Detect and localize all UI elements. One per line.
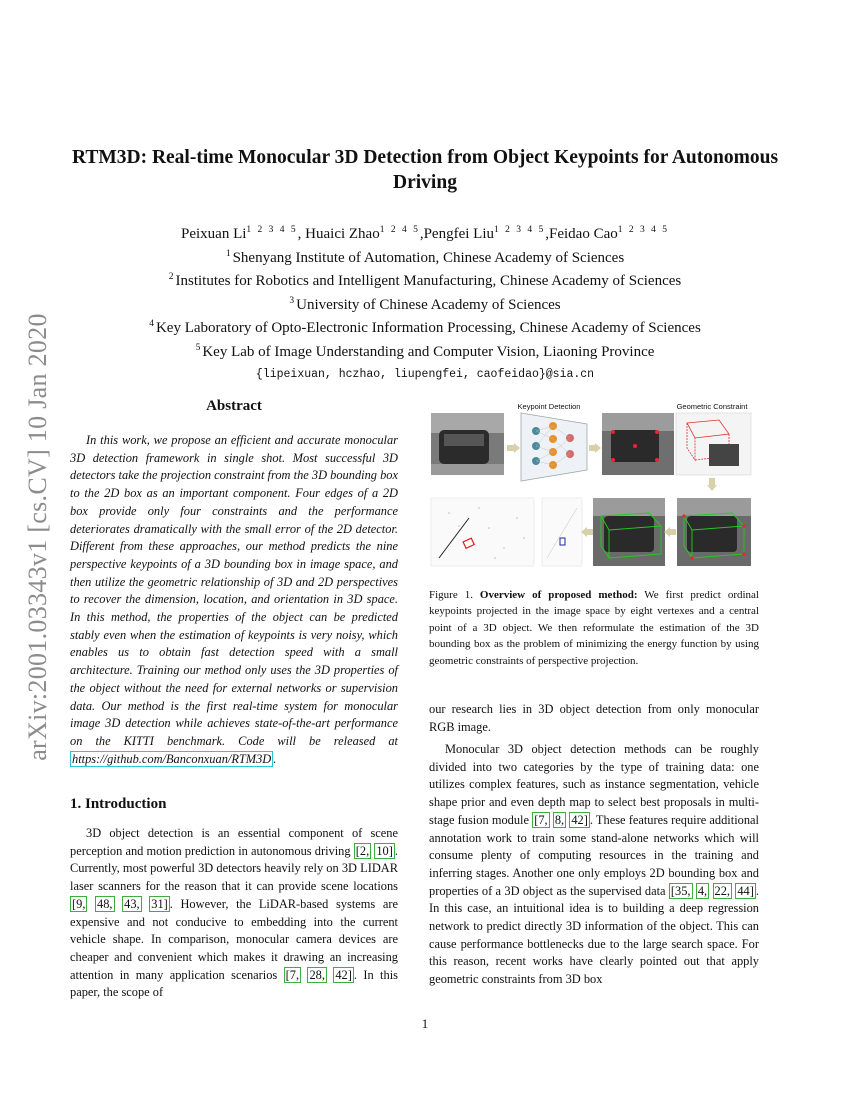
intro-paragraph xyxy=(70,825,398,1002)
figure-label-geometric-constraint: Geometric Constraint xyxy=(676,402,748,411)
arrow-down-icon xyxy=(707,485,717,491)
affiliation-sup: 3 xyxy=(289,295,297,306)
affiliation-text: Key Lab of Image Understanding and Computer Vision, Liaoning Province xyxy=(202,343,655,360)
author-name: ,Feidao Cao xyxy=(545,226,618,242)
citation-link[interactable]: 8, xyxy=(554,812,565,827)
affiliation-text: Institutes for Robotics and Intelligent Manufacturing, Chinese Academy of Sciences xyxy=(175,273,682,289)
citation-link[interactable]: 42] xyxy=(571,812,588,827)
input-car-photo xyxy=(431,413,504,475)
citation-link[interactable]: 48, xyxy=(97,896,113,911)
affiliation xyxy=(70,245,780,269)
affiliation-text: Key Laboratory of Opto-Electronic Information Processing, Chinese Academy of Sciences xyxy=(155,320,701,336)
point-cloud-view xyxy=(431,498,534,566)
affiliation-text: University of Chinese Academy of Sciences xyxy=(296,296,561,313)
network-diagram xyxy=(521,413,587,481)
birds-eye-view xyxy=(542,498,582,566)
citation-link[interactable]: 4, xyxy=(697,883,708,898)
citation-link[interactable]: 31] xyxy=(151,896,168,911)
intro-text: . In this paper, the scope of xyxy=(70,967,398,1000)
author-line xyxy=(70,221,780,245)
geometric-constraint-panel xyxy=(676,413,751,475)
intro-text: 3D object detection is an essential component of scene perception and motion prediction in autonomous driving xyxy=(70,826,398,858)
abstract-heading: Abstract xyxy=(206,398,262,414)
author-block xyxy=(70,221,780,385)
author-name: , Huaici Zhao xyxy=(297,226,380,242)
author-sup: 1 2 3 4 5 xyxy=(246,225,298,235)
caption-prefix: Figure 1. xyxy=(429,589,480,601)
affiliation xyxy=(70,268,780,292)
affiliation-sup: 1 xyxy=(225,248,233,259)
body-text: Monocular 3D object detection methods can be roughly divided into two categories by the type of training data: one utilizes complex features, such as instance segmentation, vehicle shape prior and even depth map to select best proposals in multi-stage fusion module xyxy=(429,742,759,827)
author-name: ,Pengfei Liu xyxy=(419,226,494,242)
right-column-continuation: our research lies in 3D object detection from only monocular RGB image. xyxy=(429,702,759,734)
citation-link[interactable]: [2, xyxy=(355,843,370,858)
keypoint-result-photo xyxy=(602,413,674,475)
arrow-icon xyxy=(514,443,520,453)
affiliation-sup: 5 xyxy=(195,342,203,353)
page-number: 1 xyxy=(421,1016,429,1031)
citation-link[interactable]: 42] xyxy=(335,967,352,982)
citation-link[interactable]: [9, xyxy=(72,896,86,911)
author-sup: 1 2 3 4 5 xyxy=(617,225,669,235)
code-link[interactable]: https://github.com/Banconxuan/RTM3D xyxy=(72,751,272,766)
arxiv-id: arXiv:2001.03343v1 [cs.CV] 10 Jan 2020 xyxy=(23,313,52,761)
arxiv-stamp xyxy=(18,297,58,777)
citation-link[interactable]: [7, xyxy=(534,812,548,827)
affiliation xyxy=(70,292,780,316)
abstract-text: In this work, we propose an efficient and accurate monocular 3D detection framework in single shot. Most successful 3D detectors take the projection constraint from the 3D bounding box to the 2D box as an important component. Four edges of a 2D box provide only four constraints and the performance deteriorates dramatically with the small error of the 2D detector. Different from these approaches, our method predicts the nine perspective keypoints of a 3D bounding box in image space, and then utilize the geometric relationship of 3D and 2D perspectives to recover the dimension, location, and orientation in 3D space. In this method, the properties of the object can be predicted stably even when the estimation of keypoints is very noisy, which enables us to obtain fast detection speed with a small architecture. Training our method only uses the 3D properties of the object without the need for external networks or supervision data. Our method is the first real-time system for monocular image 3D detection while achieves state-of-the-art performance on the KITTI benchmark. Code will be released at xyxy=(70,433,398,748)
affiliation-sup: 2 xyxy=(168,272,176,282)
citation-link[interactable]: 28, xyxy=(309,967,325,982)
citation-link[interactable]: [7, xyxy=(285,967,300,982)
citation-link[interactable]: [35, xyxy=(670,883,691,898)
caption-bold: Overview of proposed method: xyxy=(479,589,638,601)
author-sup: 1 2 3 4 5 xyxy=(494,225,546,235)
refined-box-photo xyxy=(677,498,751,566)
3d-box-result-photo xyxy=(593,498,665,566)
right-column-paragraph xyxy=(429,741,759,989)
author-sup: 1 2 4 5 xyxy=(379,225,420,235)
caption-text: We first predict ordinal keypoints projected in the image space by eight vertexes and a central point of a 3D object. We then reformulate the estimation of the 3D bounding box as the problem of minimizing the energy function by using geometric constraints of perspective projection. xyxy=(429,589,759,667)
affiliation-sup: 4 xyxy=(149,319,156,329)
citation-link[interactable]: 10] xyxy=(376,843,393,858)
author-name: Peixuan Li xyxy=(181,226,247,242)
citation-link[interactable]: 43, xyxy=(124,896,140,911)
paper-title: RTM3D: Real-time Monocular 3D Detection from Object Keypoints for Autonomous Driving xyxy=(71,147,779,193)
intro-text: . However, the LiDAR-based systems are expensive and not conducive to embedding into the current vehicle shape. In comparison, monocular camera devices are cheaper and convenient which makes it drawing an increasing attention in many application scenarios xyxy=(70,896,398,982)
section-heading-introduction: 1. Introduction xyxy=(70,796,167,812)
body-text: . These features require additional annotation work to train some stand-alone networks which will consume plenty of computing resources in the training and inferring stages. Another one only employs 2D bounding box and properties of a 3D object as the supervised data xyxy=(429,812,759,898)
body-text: . In this case, an intuitional idea is to building a deep regression network to predict directly 3D information of the object. This can cause performance bottlenecks due to the large search space. For this reason, recent works have clearly pointed out that apply geometric constraints from 3D box xyxy=(429,883,759,987)
affiliation xyxy=(70,315,780,339)
abstract-body xyxy=(70,432,398,768)
figure-1-overview xyxy=(429,398,759,573)
affiliation xyxy=(70,339,780,363)
figure-label-keypoint-detection: Keypoint Detection xyxy=(517,402,581,411)
author-emails: {lipeixuan, hczhao, liupengfei, caofeidao}@sia.cn xyxy=(255,368,595,381)
citation-link[interactable]: 22, xyxy=(714,883,730,898)
figure-caption xyxy=(429,587,759,669)
affiliation-text: Shenyang Institute of Automation, Chinese Academy of Sciences xyxy=(232,249,625,266)
abstract-end: . xyxy=(273,751,277,766)
arrow-icon xyxy=(595,443,601,453)
intro-text: . Currently, most powerful 3D detectors heavily rely on 3D LIDAR laser scanners for the reason that it can provide scene locations xyxy=(70,843,398,894)
citation-link[interactable]: 44] xyxy=(737,883,754,898)
